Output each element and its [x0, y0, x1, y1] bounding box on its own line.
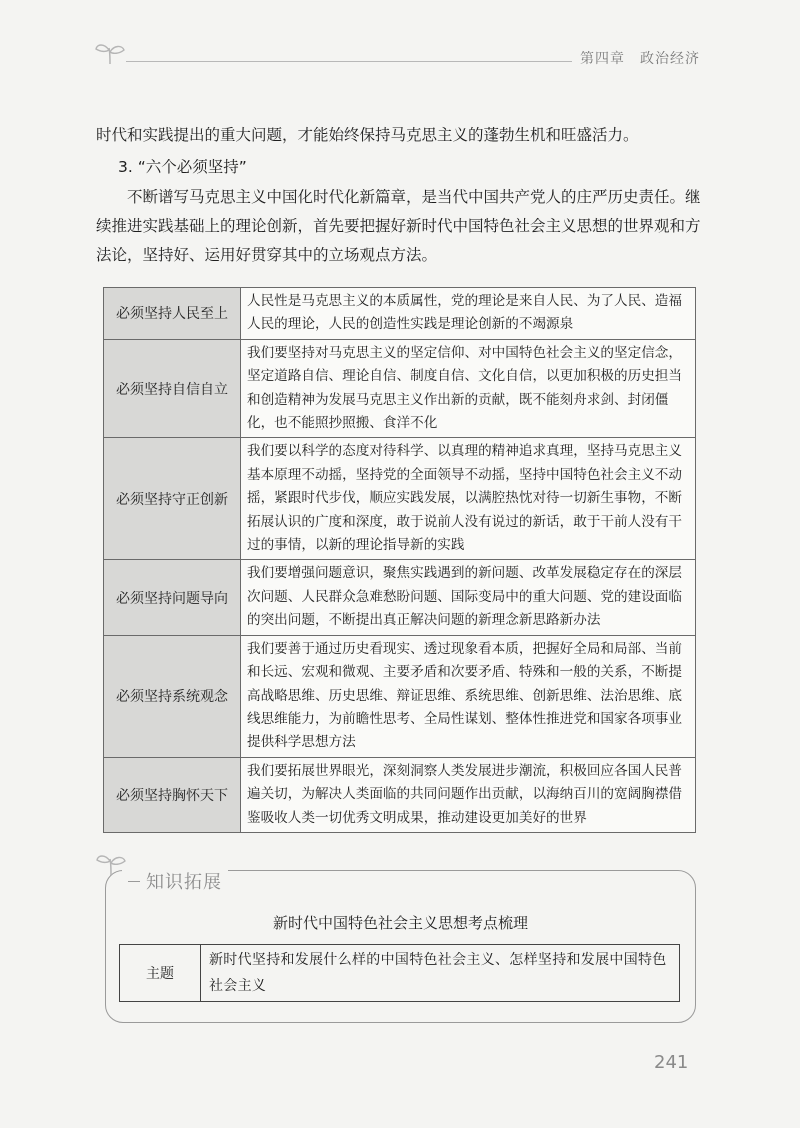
- knowledge-box-title-text: 知识拓展: [146, 872, 222, 893]
- table-row: [104, 635, 696, 757]
- knowledge-row-label: 主题: [120, 945, 201, 1002]
- knowledge-row-text: 新时代坚持和发展什么样的中国特色社会主义、怎样坚持和发展中国特色社会主义: [201, 945, 680, 1002]
- row-label: 必须坚持问题导向: [104, 560, 241, 635]
- six-principles-table: [103, 287, 696, 833]
- row-description: 人民性是马克思主义的本质属性，党的理论是来自人民、为了人民、造福人民的理论，人民的创造性实践是理论创新的不竭源泉: [241, 288, 696, 340]
- row-label: 必须坚持守正创新: [104, 438, 241, 560]
- table-row: [120, 945, 680, 1002]
- table-row: [104, 339, 696, 438]
- knowledge-table: [119, 944, 680, 1002]
- table-row: [104, 438, 696, 560]
- table-row: [104, 560, 696, 635]
- intro-paragraph: 时代和实践提出的重大问题，才能始终保持马克思主义的蓬勃生机和旺盛活力。: [96, 126, 639, 144]
- chapter-title: 第四章 政治经济: [580, 51, 700, 67]
- row-description: 我们要拓展世界眼光，深刻洞察人类发展进步潮流，积极回应各国人民普遍关切，为解决人类面临的共同问题作出贡献，以海纳百川的宽阔胸襟借鉴吸收人类一切优秀文明成果，推动建设更加美好的世界: [241, 757, 696, 832]
- section-heading: 3. “六个必须坚持”: [118, 158, 247, 176]
- header-rule: [126, 61, 572, 62]
- title-dash: [128, 881, 140, 882]
- row-label: 必须坚持自信自立: [104, 339, 241, 438]
- row-description: 我们要善于通过历史看现实、透过现象看本质，把握好全局和局部、当前和长远、宏观和微观、主要矛盾和次要矛盾、特殊和一般的关系，不断提高战略思维、历史思维、辩证思维、系统思维、创新思维、法治思维、底线思维能力，为前瞻性思考、全局性谋划、整体性推进党和国家各项事业提供科学思想方法: [241, 635, 696, 757]
- row-label: 必须坚持人民至上: [104, 288, 241, 340]
- row-description: 我们要坚持对马克思主义的坚定信仰、对中国特色社会主义的坚定信念，坚定道路自信、理论自信、制度自信、文化自信，以更加积极的历史担当和创造精神为发展马克思主义作出新的贡献，既不能刻舟求剑、封闭僵化，也不能照抄照搬、食洋不化: [241, 339, 696, 438]
- table-row: [104, 288, 696, 340]
- page-number: 241: [654, 1052, 689, 1073]
- body-paragraph: 不断谱写马克思主义中国化时代化新篇章，是当代中国共产党人的庄严历史责任。继续推进实践基础上的理论创新，首先要把握好新时代中国特色社会主义思想的世界观和方法论，坚持好、运用好贯穿其中的立场观点方法。: [96, 188, 701, 264]
- row-label: 必须坚持系统观念: [104, 635, 241, 757]
- row-description: 我们要以科学的态度对待科学、以真理的精神追求真理，坚持马克思主义基本原理不动摇，坚持党的全面领导不动摇，坚持中国特色社会主义不动摇，紧跟时代步伐，顺应实践发展，以满腔热忱对待一切新生事物，不断拓展认识的广度和深度，敢于说前人没有说过的新话，敢于干前人没有干过的事情，以新的理论指导新的实践: [241, 438, 696, 560]
- row-description: 我们要增强问题意识，聚焦实践遇到的新问题、改革发展稳定存在的深层次问题、人民群众急难愁盼问题、国际变局中的重大问题、党的建设面临的突出问题，不断提出真正解决问题的新理念新思路新办法: [241, 560, 696, 635]
- knowledge-box-title: [122, 868, 228, 894]
- row-label: 必须坚持胸怀天下: [104, 757, 241, 832]
- sprout-icon: [92, 40, 128, 66]
- knowledge-box-heading: 新时代中国特色社会主义思想考点梳理: [272, 914, 528, 932]
- table-row: [104, 757, 696, 832]
